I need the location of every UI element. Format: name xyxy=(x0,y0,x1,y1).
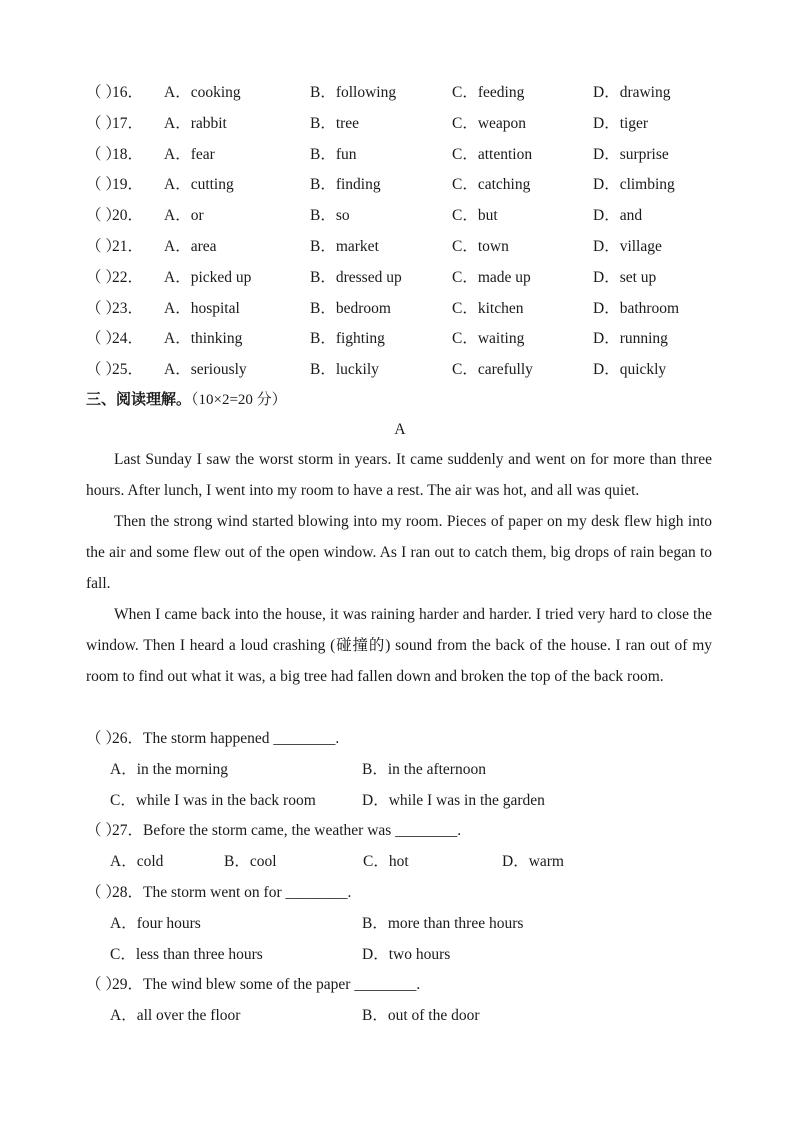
question-26-stem xyxy=(86,724,726,755)
answer-blank: （ ） xyxy=(86,84,121,101)
answer-blank: （ ） xyxy=(86,268,121,286)
answer-blank: （ ） xyxy=(86,237,121,255)
question-number: 17． xyxy=(112,114,144,132)
passage-paragraph: Then the strong wind started blowing into my room. Pieces of paper on my desk flew high into the air and some flew out of the open window. As I ran out to catch them, big drops of rain began to fall. xyxy=(86,513,712,592)
option-a: A．four hours xyxy=(110,914,201,932)
answer-blank: （ ） xyxy=(86,207,121,225)
question-text: 26．The storm happened ________. xyxy=(112,730,340,747)
option-c: C．town xyxy=(452,237,509,255)
answer-blank: （ ） xyxy=(86,822,121,840)
option-a: A．area xyxy=(164,237,217,255)
question-28-options-row-2 xyxy=(86,940,726,971)
cloze-row xyxy=(86,232,766,263)
option-b: B．more than three hours xyxy=(362,914,524,932)
answer-blank: （ ） xyxy=(86,299,121,317)
question-28-stem xyxy=(86,878,726,909)
cloze-row xyxy=(86,170,766,201)
passage-title: A xyxy=(394,421,406,438)
answer-blank: （ ） xyxy=(86,145,121,163)
option-a: A．seriously xyxy=(164,361,247,379)
option-b: B．out of the door xyxy=(362,1007,480,1025)
option-c: C．while I was in the back room xyxy=(110,791,316,809)
section-heading xyxy=(86,387,287,412)
option-c: C．but xyxy=(452,207,498,225)
option-a: A．in the morning xyxy=(110,760,228,778)
reading-passage xyxy=(86,444,712,692)
option-b: B．tree xyxy=(310,114,360,132)
cloze-row xyxy=(86,109,766,140)
option-a: A．hospital xyxy=(164,299,240,317)
question-number: 23． xyxy=(112,299,144,317)
option-c: C．weapon xyxy=(452,114,527,132)
option-a: A．fear xyxy=(164,145,215,163)
option-a: A．thinking xyxy=(164,330,243,348)
option-d: D．climbing xyxy=(593,176,675,194)
option-b: B．so xyxy=(310,207,350,225)
cloze-row xyxy=(86,324,766,355)
answer-blank: （ ） xyxy=(86,176,121,194)
option-c: C．less than three hours xyxy=(110,945,263,963)
option-d: D．set up xyxy=(593,268,657,286)
option-b: B．market xyxy=(310,237,379,255)
section-score: （10×2=20 分） xyxy=(191,392,287,408)
cloze-row xyxy=(86,263,766,294)
option-b: B．fighting xyxy=(310,330,385,348)
option-c: C．catching xyxy=(452,176,531,194)
answer-blank: （ ） xyxy=(86,730,121,747)
question-29-stem xyxy=(86,970,726,1001)
passage-paragraph: Last Sunday I saw the worst storm in years. It came suddenly and went on for more than three hours. After lunch, I went into my room to have a rest. The air was hot, and all was quiet. xyxy=(86,451,712,499)
question-number: 22． xyxy=(112,268,144,286)
option-a: A．cutting xyxy=(164,176,234,194)
passage-paragraph: When I came back into the house, it was raining harder and harder. I tried very hard to close the window. Then I heard a loud crashing (碰撞的) sound from the back of the house. I ran out of my room to find out what it was, a big tree had fallen down and broken the top of the back room. xyxy=(86,606,712,685)
answer-blank: （ ） xyxy=(86,114,121,132)
question-number: 19． xyxy=(112,176,144,194)
cloze-row xyxy=(86,294,766,325)
cloze-options xyxy=(86,78,766,386)
option-c: C．feeding xyxy=(452,84,525,101)
option-b: B．fun xyxy=(310,145,357,163)
option-d: D．and xyxy=(593,207,643,225)
option-d: D．drawing xyxy=(593,84,671,101)
question-number: 21． xyxy=(112,237,144,255)
answer-blank: （ ） xyxy=(86,361,121,379)
option-d: D．bathroom xyxy=(593,299,680,317)
option-b: B．finding xyxy=(310,176,381,194)
option-a: A．cooking xyxy=(164,84,241,101)
option-b: B．bedroom xyxy=(310,299,391,317)
question-number: 16． xyxy=(112,84,144,101)
question-27-options xyxy=(86,847,726,878)
option-d: D．surprise xyxy=(593,145,669,163)
cloze-row xyxy=(86,355,766,386)
option-a: A．rabbit xyxy=(164,114,227,132)
option-d: D．quickly xyxy=(593,361,667,379)
option-d: D．village xyxy=(593,237,662,255)
option-b: B．luckily xyxy=(310,361,379,379)
option-c: C．attention xyxy=(452,145,533,163)
option-a: A．all over the floor xyxy=(110,1007,241,1025)
option-d: D．running xyxy=(593,330,668,348)
answer-blank: （ ） xyxy=(86,330,121,348)
option-c: C．carefully xyxy=(452,361,533,379)
option-a: A．picked up xyxy=(164,268,252,286)
question-29-options-row-1 xyxy=(86,1001,726,1032)
question-number: 24． xyxy=(112,330,144,348)
question-list xyxy=(86,724,726,1032)
question-number: 20． xyxy=(112,207,144,225)
option-c: C．waiting xyxy=(452,330,525,348)
option-d: D．tiger xyxy=(593,114,649,132)
option-b: B．dressed up xyxy=(310,268,402,286)
question-text: 27．Before the storm came, the weather was ________. xyxy=(112,822,462,840)
cloze-row xyxy=(86,201,766,232)
option-d: D．while I was in the garden xyxy=(362,791,545,809)
section-title: 三、阅读理解。 xyxy=(86,390,192,408)
question-text: 28．The storm went on for ________. xyxy=(112,883,352,901)
option-d: D．two hours xyxy=(362,945,451,963)
question-text: 29．The wind blew some of the paper ________. xyxy=(112,976,421,994)
option-d: D．warm xyxy=(502,853,564,871)
cloze-row xyxy=(86,140,766,171)
option-c: C．hot xyxy=(363,853,409,871)
question-28-options-row-1 xyxy=(86,909,726,940)
option-b: B．cool xyxy=(224,853,277,871)
option-c: C．kitchen xyxy=(452,299,524,317)
option-c: C．made up xyxy=(452,268,531,286)
cloze-row xyxy=(86,78,766,109)
question-number: 18． xyxy=(112,145,144,163)
answer-blank: （ ） xyxy=(86,976,121,994)
question-26-options-row-2 xyxy=(86,786,726,817)
option-b: B．following xyxy=(310,84,397,101)
option-b: B．in the afternoon xyxy=(362,760,486,778)
answer-blank: （ ） xyxy=(86,883,121,901)
question-26-options-row-1 xyxy=(86,755,726,786)
question-number: 25． xyxy=(112,361,144,379)
option-a: A．or xyxy=(164,207,204,225)
question-27-stem xyxy=(86,816,726,847)
option-a: A．cold xyxy=(110,853,164,871)
